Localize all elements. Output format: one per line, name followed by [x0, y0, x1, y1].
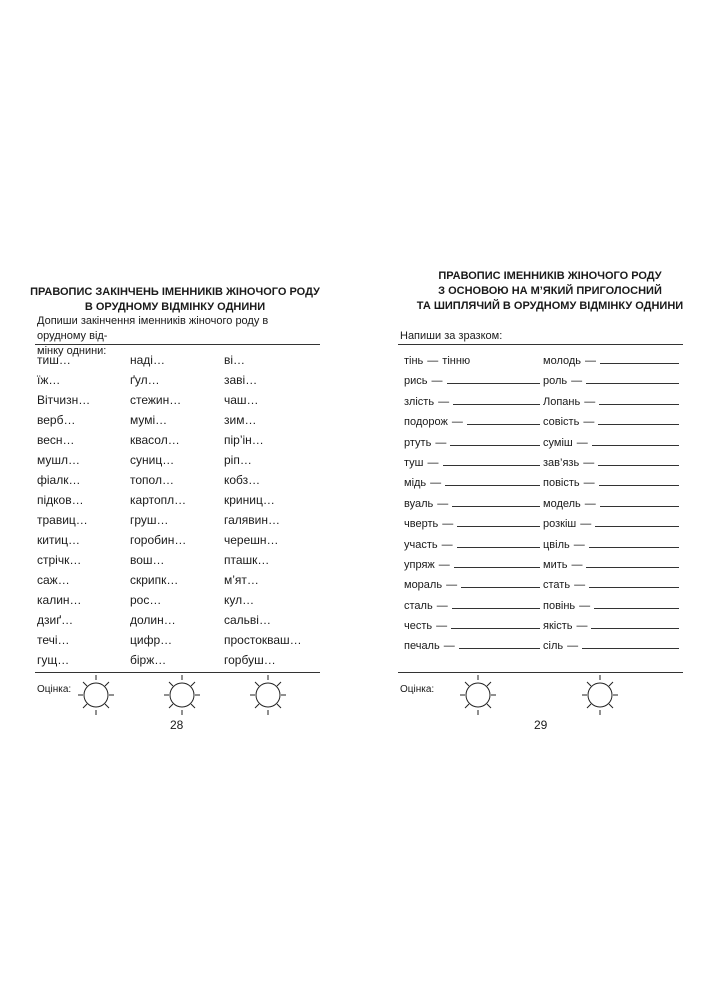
- exercise-item: [543, 494, 679, 514]
- dash: —: [443, 640, 455, 653]
- exercise-word: мораль: [404, 579, 443, 592]
- answer-blank[interactable]: [447, 374, 541, 384]
- dash: —: [574, 579, 586, 592]
- left-instruction-line: мінку однини:: [37, 345, 107, 357]
- exercise-item: [404, 514, 540, 534]
- answer-blank[interactable]: [454, 558, 540, 568]
- exercise-item: [543, 596, 679, 616]
- exercise-item: [404, 392, 540, 412]
- word-row: [37, 650, 322, 670]
- word-item: зим…: [224, 413, 257, 427]
- word-item: кобз…: [224, 473, 261, 487]
- answer-blank[interactable]: [591, 619, 679, 629]
- exercise-item: [404, 555, 540, 575]
- word-row: [404, 636, 684, 656]
- exercise-word: участь: [404, 538, 438, 551]
- sun-icon[interactable]: [246, 672, 290, 718]
- exercise-item: [543, 351, 679, 371]
- right-page-number: 29: [534, 718, 548, 732]
- sun-icon[interactable]: [456, 672, 500, 718]
- word-item: дзиґ…: [37, 613, 74, 627]
- word-item: топол…: [130, 473, 174, 487]
- exercise-item: [404, 575, 540, 595]
- word-row: [37, 510, 322, 530]
- word-item: ґул…: [130, 373, 160, 387]
- dash: —: [431, 375, 443, 388]
- word-item: китиц…: [37, 533, 81, 547]
- exercise-item: [404, 453, 540, 473]
- word-item: черешн…: [224, 533, 279, 547]
- word-row: [37, 570, 322, 590]
- word-item: простокваш…: [224, 633, 302, 647]
- word-row: [404, 412, 684, 432]
- exercise-item: [543, 575, 679, 595]
- right-title-line: З ОСНОВОЮ НА М’ЯКИЙ ПРИГОЛОСНИЙ: [438, 285, 662, 297]
- exercise-word: молодь: [543, 355, 582, 367]
- dash: —: [584, 395, 596, 408]
- dash: —: [585, 355, 597, 367]
- word-row: [37, 490, 322, 510]
- answer-blank[interactable]: [589, 578, 679, 588]
- word-item: течі…: [37, 633, 70, 647]
- word-item: стрічк…: [37, 553, 82, 567]
- dash: —: [571, 558, 583, 571]
- exercise-item: [404, 371, 540, 391]
- word-row: [404, 575, 684, 595]
- answer-blank[interactable]: [594, 599, 679, 609]
- word-item: тиш…: [37, 353, 71, 367]
- word-row: [404, 453, 684, 473]
- word-row: [37, 590, 322, 610]
- exercise-word: стать: [543, 579, 571, 592]
- answer-blank[interactable]: [600, 497, 679, 507]
- dash: —: [573, 538, 585, 551]
- word-item: вош…: [130, 553, 165, 567]
- exercise-item: [543, 453, 679, 473]
- answer-blank[interactable]: [599, 476, 679, 486]
- answer-blank[interactable]: [443, 456, 541, 466]
- answer-blank[interactable]: [592, 436, 679, 446]
- word-item: квасол…: [130, 433, 180, 447]
- word-row: [37, 450, 322, 470]
- exercise-item: [404, 535, 540, 555]
- word-item: горбуш…: [224, 653, 276, 667]
- left-instruction-line: Допиши закінчення іменників жіночого роду в орудному від-: [37, 315, 269, 342]
- left-page-title: [30, 285, 320, 315]
- word-row: [404, 351, 684, 371]
- word-row: [404, 596, 684, 616]
- word-item: рос…: [130, 593, 162, 607]
- word-item: картопл…: [130, 493, 187, 507]
- dash: —: [451, 416, 463, 429]
- word-item: кул…: [224, 593, 255, 607]
- dash: —: [567, 640, 579, 653]
- dash: —: [583, 456, 595, 469]
- right-word-grid: [404, 351, 684, 657]
- dash: —: [438, 558, 450, 571]
- left-top-rule: [35, 344, 320, 345]
- answer-blank[interactable]: [598, 456, 679, 466]
- word-item: саж…: [37, 573, 70, 587]
- sun-icon[interactable]: [160, 672, 204, 718]
- right-title-line: ПРАВОПИС ІМЕННИКІВ ЖІНОЧОГО РОДУ: [438, 270, 662, 282]
- word-item: скрипк…: [130, 573, 179, 587]
- word-row: [37, 390, 322, 410]
- answer-blank[interactable]: [599, 395, 679, 405]
- exercise-word: злість: [404, 395, 435, 408]
- exercise-item: [404, 473, 540, 493]
- answer-blank[interactable]: [452, 497, 540, 507]
- word-item: мумі…: [130, 413, 168, 427]
- dash: —: [427, 456, 439, 469]
- word-item: ріп…: [224, 453, 252, 467]
- dash: —: [571, 375, 583, 388]
- exercise-word: розкіш: [543, 518, 577, 531]
- dash: —: [436, 620, 448, 633]
- sun-icon[interactable]: [578, 672, 622, 718]
- answer-blank[interactable]: [586, 374, 679, 384]
- word-row: [404, 371, 684, 391]
- word-item: стежин…: [130, 393, 182, 407]
- answer-blank[interactable]: [457, 538, 540, 548]
- dash: —: [446, 579, 458, 592]
- exercise-word: подорож: [404, 416, 448, 429]
- dash: —: [579, 599, 591, 612]
- left-title-line: В ОРУДНОМУ ВІДМІНКУ ОДНИНИ: [84, 301, 266, 313]
- right-grade-label: Оцінка:: [400, 684, 435, 695]
- exercise-word: сталь: [404, 599, 433, 612]
- word-item: Вітчизн…: [37, 393, 91, 407]
- word-item: м’ят…: [224, 573, 259, 587]
- answer-blank[interactable]: [598, 415, 679, 425]
- exercise-item: [543, 473, 679, 493]
- word-item: травиц…: [37, 513, 88, 527]
- dash: —: [436, 599, 448, 612]
- dash: —: [427, 355, 439, 367]
- word-item: верб…: [37, 413, 76, 427]
- exercise-word: печаль: [404, 640, 440, 653]
- word-row: [37, 350, 322, 370]
- word-row: [404, 514, 684, 534]
- word-item: галявин…: [224, 513, 280, 527]
- sun-icon[interactable]: [74, 672, 118, 718]
- word-row: [37, 610, 322, 630]
- exercise-word: мідь: [404, 477, 427, 490]
- exercise-item: [404, 433, 540, 453]
- word-item: долин…: [130, 613, 176, 627]
- answer-blank[interactable]: [450, 436, 540, 446]
- dash: —: [583, 477, 595, 490]
- right-top-rule: [398, 344, 683, 345]
- answer-blank[interactable]: [451, 619, 540, 629]
- word-item: їж…: [37, 373, 61, 387]
- dash: —: [437, 497, 449, 510]
- dash: —: [430, 477, 442, 490]
- word-item: гущ…: [37, 653, 70, 667]
- exercise-word: Лопань: [543, 395, 581, 408]
- exercise-word: повінь: [543, 599, 576, 612]
- exercise-item: [404, 596, 540, 616]
- word-row: [37, 370, 322, 390]
- word-item: наді…: [130, 353, 165, 367]
- dash: —: [580, 518, 592, 531]
- exercise-item: [543, 433, 679, 453]
- dash: —: [576, 620, 588, 633]
- exercise-item: [543, 412, 679, 432]
- word-row: [37, 550, 322, 570]
- word-item: калин…: [37, 593, 82, 607]
- answer-blank[interactable]: [467, 415, 540, 425]
- exercise-word: упряж: [404, 558, 435, 571]
- right-title-line: ТА ШИПЛЯЧИЙ В ОРУДНОМУ ВІДМІНКУ ОДНИНИ: [416, 300, 684, 312]
- word-row: [404, 473, 684, 493]
- answer-blank[interactable]: [457, 517, 540, 527]
- exercise-item: [404, 412, 540, 432]
- left-page-number: 28: [170, 718, 184, 732]
- word-item: підков…: [37, 493, 84, 507]
- exercise-word: честь: [404, 620, 433, 633]
- exercise-item: [543, 555, 679, 575]
- word-row: [37, 410, 322, 430]
- exercise-word: сіль: [543, 640, 564, 653]
- exercise-word: совість: [543, 416, 580, 429]
- dash: —: [576, 436, 588, 449]
- exercise-word: туш: [404, 456, 424, 469]
- exercise-word: модель: [543, 497, 581, 510]
- exercise-word: рись: [404, 375, 428, 388]
- left-grade-label: Оцінка:: [37, 684, 72, 695]
- word-row: [404, 616, 684, 636]
- exercise-word: якість: [543, 620, 573, 633]
- answer-blank[interactable]: [459, 639, 540, 649]
- word-row: [404, 392, 684, 412]
- answer-blank[interactable]: [453, 395, 540, 405]
- dash: —: [441, 538, 453, 551]
- word-item: сальві…: [224, 613, 271, 627]
- answer-blank[interactable]: [589, 538, 679, 548]
- word-row: [37, 470, 322, 490]
- exercise-word: суміш: [543, 436, 573, 449]
- right-page-title: [390, 269, 710, 314]
- word-row: [404, 555, 684, 575]
- word-item: суниц…: [130, 453, 175, 467]
- dash: —: [584, 497, 596, 510]
- answer-blank[interactable]: [586, 558, 679, 568]
- exercise-item: [543, 636, 679, 656]
- right-bottom-rule: [398, 672, 683, 673]
- word-item: цифр…: [130, 633, 173, 647]
- right-page: [360, 0, 720, 1000]
- word-item: ві…: [224, 353, 246, 367]
- left-word-grid: [37, 350, 322, 670]
- answer-blank[interactable]: [595, 517, 679, 527]
- word-row: [404, 494, 684, 514]
- exercise-item: [543, 535, 679, 555]
- dash: —: [438, 395, 450, 408]
- exercise-word: чверть: [404, 518, 439, 531]
- answer-blank[interactable]: [582, 639, 679, 649]
- answer-blank[interactable]: [452, 599, 540, 609]
- word-item: весн…: [37, 433, 75, 447]
- word-item: горобин…: [130, 533, 187, 547]
- word-item: пір’ін…: [224, 433, 264, 447]
- left-title-line: ПРАВОПИС ЗАКІНЧЕНЬ ІМЕННИКІВ ЖІНОЧОГО РОДУ: [30, 286, 320, 298]
- word-item: груш…: [130, 513, 169, 527]
- word-item: бірж…: [130, 653, 167, 667]
- dash: —: [435, 436, 447, 449]
- word-row: [404, 535, 684, 555]
- exercise-item: [404, 351, 470, 371]
- word-row: [404, 433, 684, 453]
- exercise-item: [543, 371, 679, 391]
- exercise-answer: тінню: [442, 355, 471, 367]
- word-row: [37, 630, 322, 650]
- word-row: [37, 530, 322, 550]
- exercise-word: мить: [543, 558, 568, 571]
- exercise-item: [543, 616, 679, 636]
- exercise-word: цвіль: [543, 538, 570, 551]
- exercise-item: [404, 494, 540, 514]
- word-item: криниц…: [224, 493, 275, 507]
- exercise-word: вуаль: [404, 497, 434, 510]
- exercise-word: роль: [543, 375, 568, 388]
- word-item: пташк…: [224, 553, 270, 567]
- exercise-item: [543, 392, 679, 412]
- dash: —: [583, 416, 595, 429]
- exercise-word: ртуть: [404, 436, 432, 449]
- word-item: заві…: [224, 373, 258, 387]
- answer-blank[interactable]: [461, 578, 540, 588]
- word-item: мушл…: [37, 453, 81, 467]
- exercise-item: [543, 514, 679, 534]
- answer-blank[interactable]: [600, 354, 679, 364]
- answer-blank[interactable]: [445, 476, 540, 486]
- right-instruction: Напиши за зразком:: [400, 330, 503, 342]
- dash: —: [442, 518, 454, 531]
- exercise-word: зав’язь: [543, 456, 580, 469]
- word-item: фіалк…: [37, 473, 81, 487]
- exercise-word: повість: [543, 477, 580, 490]
- exercise-item: [404, 636, 540, 656]
- exercise-item: [404, 616, 540, 636]
- exercise-word: тінь: [404, 355, 424, 367]
- word-row: [37, 430, 322, 450]
- word-item: чаш…: [224, 393, 259, 407]
